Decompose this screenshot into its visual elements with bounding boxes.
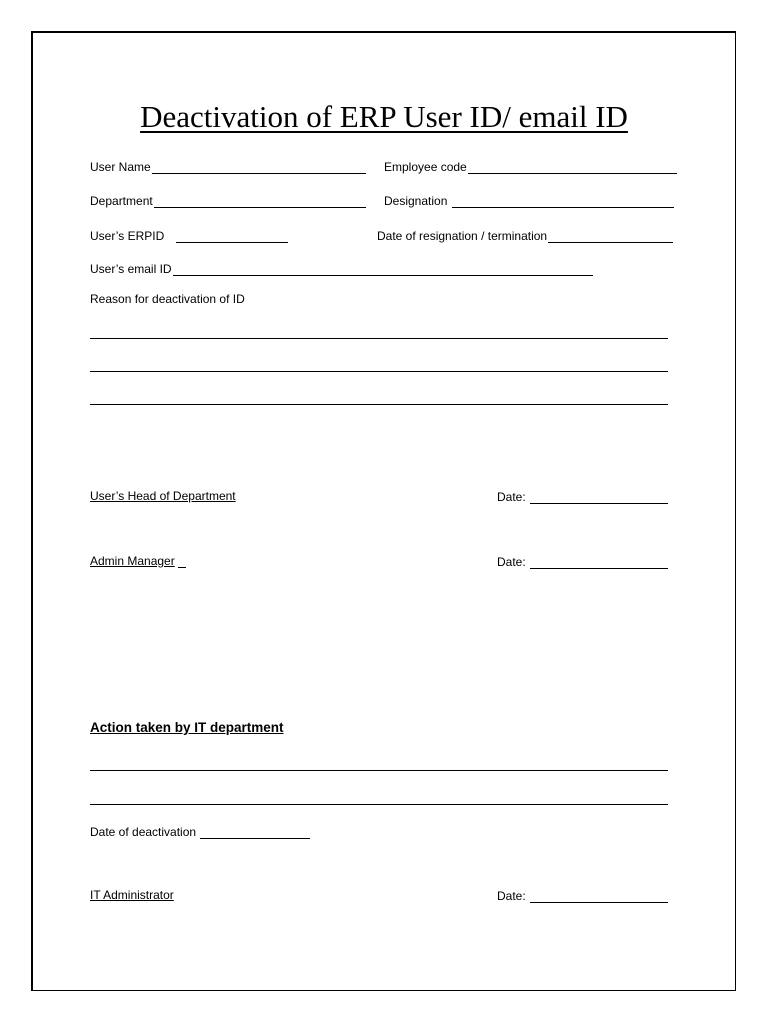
form-page — [31, 31, 736, 991]
hod-signature-label: User’s Head of Department — [90, 489, 236, 503]
deactivation-date-field[interactable] — [90, 823, 310, 839]
designation-field[interactable] — [384, 192, 674, 208]
reason-line-2[interactable] — [90, 371, 668, 372]
admin-date-field[interactable] — [497, 553, 668, 569]
resignation-date-label: Date of resignation / termination — [377, 229, 548, 243]
it-admin-date-line[interactable] — [530, 890, 668, 903]
it-admin-date-field[interactable] — [497, 887, 668, 903]
deactivation-date-line[interactable] — [200, 826, 310, 839]
deactivation-date-label: Date of deactivation — [90, 825, 197, 839]
user-name-line[interactable] — [152, 161, 366, 174]
admin-manager-underline-tail — [178, 567, 186, 568]
designation-line[interactable] — [452, 195, 674, 208]
employee-code-line[interactable] — [468, 161, 677, 174]
admin-date-label: Date: — [497, 555, 526, 569]
email-field[interactable] — [90, 260, 593, 276]
it-action-line-1[interactable] — [90, 770, 668, 771]
hod-date-field[interactable] — [497, 488, 668, 504]
department-field[interactable] — [90, 192, 366, 208]
hod-date-line[interactable] — [530, 491, 668, 504]
reason-label: Reason for deactivation of ID — [90, 292, 245, 306]
employee-code-field[interactable] — [384, 158, 677, 174]
erpid-field[interactable] — [90, 227, 288, 243]
user-name-field[interactable] — [90, 158, 366, 174]
reason-line-1[interactable] — [90, 338, 668, 339]
it-action-line-2[interactable] — [90, 804, 668, 805]
department-line[interactable] — [154, 195, 366, 208]
hod-date-label: Date: — [497, 490, 526, 504]
employee-code-label: Employee code — [384, 160, 467, 174]
resignation-date-line[interactable] — [548, 230, 673, 243]
it-section-heading: Action taken by IT department — [90, 720, 284, 735]
department-label: Department — [90, 194, 153, 208]
email-line[interactable] — [173, 263, 593, 276]
erpid-label: User’s ERPID — [90, 229, 165, 243]
it-administrator-label: IT Administrator — [90, 888, 174, 902]
resignation-date-field[interactable] — [377, 227, 673, 243]
form-title: Deactivation of ERP User ID/ email ID — [140, 99, 628, 134]
admin-manager-label: Admin Manager — [90, 554, 175, 568]
it-admin-date-label: Date: — [497, 889, 526, 903]
email-label: User’s email ID — [90, 262, 172, 276]
user-name-label: User Name — [90, 160, 151, 174]
reason-line-3[interactable] — [90, 404, 668, 405]
admin-date-line[interactable] — [530, 556, 668, 569]
designation-label: Designation — [384, 194, 448, 208]
erpid-line[interactable] — [176, 230, 288, 243]
